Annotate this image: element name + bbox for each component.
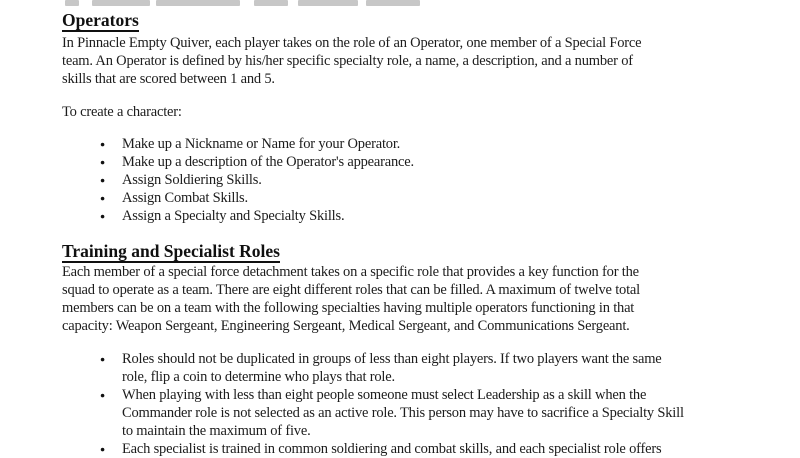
bullet-icon: ● <box>100 211 105 221</box>
text-line: Assign Soldiering Skills. <box>122 172 262 188</box>
list-item <box>62 189 762 207</box>
bullet-icon: ● <box>100 175 105 185</box>
bullet-icon: ● <box>100 390 105 400</box>
text-line: role, flip a coin to determine who plays that role. <box>122 369 395 385</box>
text-line: team. An Operator is defined by his/her specific specialty role, a name, a description, and a number of <box>62 53 633 69</box>
list-item <box>62 153 762 171</box>
text-line: Make up a description of the Operator's appearance. <box>122 154 414 170</box>
text-line: Roles should not be duplicated in groups of less than eight players. If two players want the same <box>122 351 662 367</box>
section-heading-operators <box>62 10 762 30</box>
list-item <box>62 350 762 386</box>
text-line: Assign a Specialty and Specialty Skills. <box>122 208 345 224</box>
list-item <box>62 386 762 440</box>
text-line: members can be on a team with the following specialties having multiple operators functioning in that <box>62 300 635 316</box>
create-character-list <box>62 135 762 225</box>
text-line: When playing with less than eight people someone must select Leadership as a skill when the <box>122 387 647 403</box>
text-line: squad to operate as a team. There are eight different roles that can be filled. A maximum of twelve total <box>62 282 640 298</box>
text-line: Each member of a special force detachment takes on a specific role that provides a key function for the <box>62 264 639 280</box>
cut-off-text-remnant <box>0 0 800 8</box>
list-item <box>62 440 762 458</box>
section-heading-training-roles <box>62 241 762 261</box>
bullet-icon: ● <box>100 354 105 364</box>
cut-off-text-fragment <box>65 0 79 6</box>
bullet-icon: ● <box>100 193 105 203</box>
text-line: Each specialist is trained in common soldiering and combat skills, and each specialist role offers <box>122 441 662 457</box>
heading-text: Operators <box>62 10 139 30</box>
cut-off-text-fragment <box>254 0 288 6</box>
cut-off-text-fragment <box>92 0 150 6</box>
list-item <box>62 171 762 189</box>
bullet-icon: ● <box>100 139 105 149</box>
cut-off-text-fragment <box>366 0 420 6</box>
operators-paragraph <box>62 34 762 88</box>
bullet-icon: ● <box>100 157 105 167</box>
training-roles-paragraph <box>62 263 762 335</box>
create-character-intro: To create a character: <box>62 104 182 120</box>
text-line: capacity: Weapon Sergeant, Engineering Sergeant, Medical Sergeant, and Communications Sergeant. <box>62 318 630 334</box>
list-item <box>62 207 762 225</box>
text-line: Assign Combat Skills. <box>122 190 248 206</box>
cut-off-text-fragment <box>156 0 240 6</box>
text-line: skills that are scored between 1 and 5. <box>62 71 275 87</box>
training-roles-list <box>62 350 762 458</box>
text-line: Make up a Nickname or Name for your Operator. <box>122 136 401 152</box>
text-line: Commander role is not selected as an active role. This person may have to sacrifice a Specialty Skill <box>122 405 684 421</box>
heading-text: Training and Specialist Roles <box>62 241 280 261</box>
bullet-icon: ● <box>100 444 105 454</box>
cut-off-text-fragment <box>298 0 358 6</box>
text-line: In Pinnacle Empty Quiver, each player takes on the role of an Operator, one member of a Special Force <box>62 35 642 51</box>
document-content <box>62 10 762 458</box>
text-line: to maintain the maximum of five. <box>122 423 311 439</box>
list-item <box>62 135 762 153</box>
